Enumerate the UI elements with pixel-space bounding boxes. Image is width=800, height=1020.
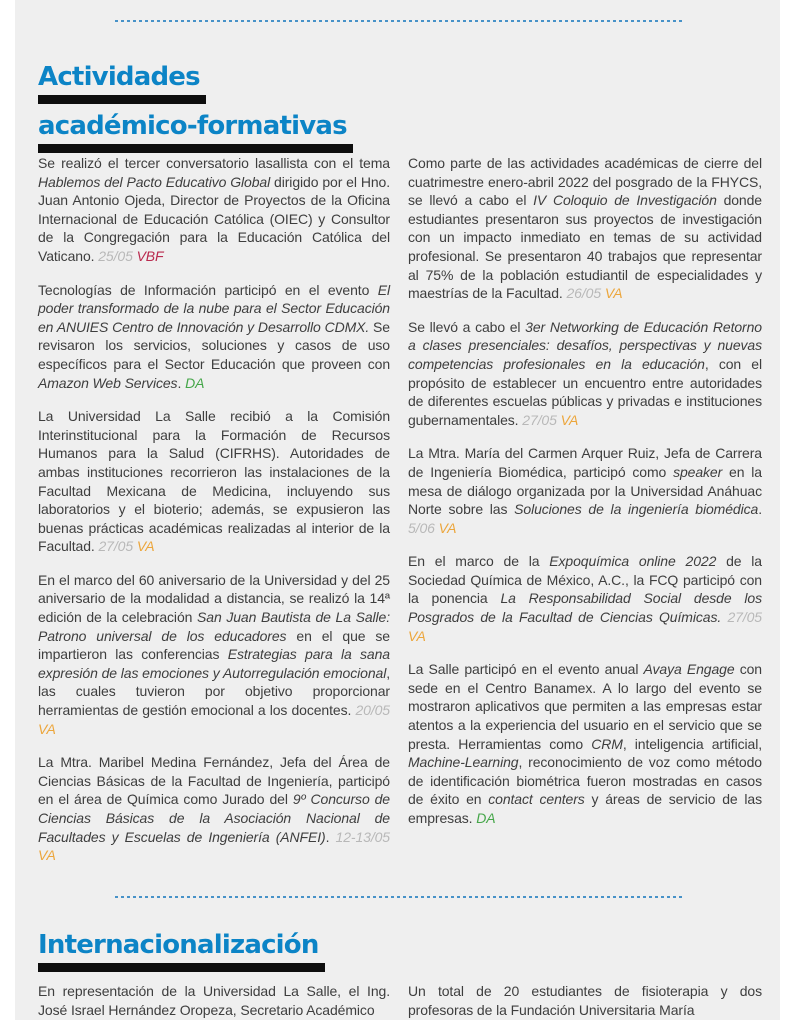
right-column bbox=[408, 154, 762, 880]
left-column bbox=[38, 154, 390, 880]
paragraph bbox=[38, 982, 390, 1019]
italic-text-segment: El poder transformado de la nube para el Sector Educación en ANUIES Centro de Innovación y Desarrollo CDMX. bbox=[38, 281, 390, 335]
italic-text-segment: Expoquímica online 2022 bbox=[549, 553, 717, 570]
title-underline-bar bbox=[38, 963, 325, 972]
text-segment: . bbox=[177, 374, 186, 391]
date-label: 25/05 bbox=[98, 247, 137, 264]
title-line-wrap bbox=[38, 930, 325, 972]
date-label: 27/05 bbox=[98, 538, 137, 555]
text-segment: La Mtra. Maribel Medina Fernández, Jefa del Área de Ciencias Básicas de la Facultad de Ingeniería, participó en el área de Química como Jurado del bbox=[38, 754, 390, 808]
author-initials-tag: VA bbox=[38, 847, 56, 864]
italic-text-segment: La Responsabilidad Social desde los Posgrados de la Facultad de Ciencias Químicas. bbox=[408, 590, 762, 626]
italic-text-segment: speaker bbox=[673, 463, 723, 480]
title-line-wrap bbox=[38, 111, 353, 153]
italic-text-segment: Machine-Learning bbox=[408, 754, 519, 771]
section-header-internacionalizacion bbox=[38, 930, 325, 979]
italic-text-segment: Hablemos del Pacto Educativo Global bbox=[38, 173, 271, 190]
text-segment: En representación de la Universidad La Salle, el Ing. José Israel Hernández Oropeza, Secretario Académico bbox=[38, 983, 390, 1018]
text-segment: La Universidad La Salle recibió a la Comisión Interinstitucional para la Formación de Recursos Humanos para la Salud (CIFRHS). Autoridades de ambas instituciones recorrieron las instalaciones de la Facultad Mexicana de Medicina, incluyendo sus laboratorios y el bioterio; además, se expusieron las buenas prácticas académicas realizadas al interior de la Facultad. bbox=[38, 408, 390, 555]
section-title: Actividades bbox=[38, 62, 200, 92]
date-label: 27/05 bbox=[727, 609, 762, 626]
paragraph bbox=[38, 753, 390, 865]
text-segment: En el marco de la bbox=[408, 553, 550, 570]
paragraph bbox=[38, 281, 390, 393]
paragraph bbox=[38, 407, 390, 556]
dotted-divider-top bbox=[115, 20, 685, 22]
italic-text-segment: 3er Networking de Educación Retorno a clases presenciales: desafíos, perspectivas y nuevas competencias profesionales en la educación bbox=[408, 318, 762, 372]
text-segment: con sede en el Centro Banamex. A lo largo del evento se mostraron aplicativos que permiten a las empresas estar atentos a la experiencia del usuario en el servicio que se presta. Herramientas como bbox=[408, 661, 762, 752]
text-segment: donde estudiantes presentaron sus proyectos de investigación con un impacto inmediato en temas de su actividad profesional. Se presentaron 40 trabajos que representar al 75% de la población estudiantil de especialidades y maestrías de la Facultad. bbox=[408, 192, 762, 302]
text-segment: La Salle participó en el evento anual bbox=[408, 661, 644, 678]
text-segment: Tecnologías de Información participó en el evento bbox=[38, 281, 378, 298]
title-underline-bar bbox=[38, 95, 206, 104]
text-segment: En el marco del 60 aniversario de la Universidad y del 25 aniversario de la modalidad a distancia, se realizó la 14ª edición de la celebración bbox=[38, 571, 390, 626]
paragraph bbox=[408, 552, 762, 645]
text-segment: , reconocimiento de voz como método de identificación biométrica fueron mostradas en casos de éxito en bbox=[408, 754, 762, 808]
italic-text-segment: contact centers bbox=[488, 791, 585, 808]
text-segment: de la Sociedad Química de México, A.C., la FCQ participó con la ponencia bbox=[408, 553, 762, 607]
text-segment: en la mesa de diálogo organizada por la Universidad Anáhuac Norte sobre las bbox=[408, 463, 762, 518]
paragraph bbox=[408, 318, 762, 430]
section-header-actividades bbox=[38, 62, 353, 160]
text-segment: Se revisaron los servicios, soluciones y casos de uso específicos para el Sector Educación que proveen con bbox=[38, 318, 390, 372]
date-label: 20/05 bbox=[355, 702, 390, 719]
text-segment: y áreas de servicio de las empresas. bbox=[408, 791, 762, 826]
paragraph bbox=[408, 660, 762, 827]
italic-text-segment: Estrategias para la sana expresión de las emociones y Autorregulación emocional bbox=[38, 646, 390, 681]
paragraph bbox=[408, 982, 762, 1019]
italic-text-segment: IV Coloquio de Investigación bbox=[533, 192, 717, 209]
title-line-wrap bbox=[38, 62, 353, 104]
date-label: 27/05 bbox=[522, 411, 561, 428]
bulletin-page bbox=[15, 0, 780, 1020]
section-title: académico-formativas bbox=[38, 111, 347, 141]
italic-text-segment: Amazon Web Services bbox=[38, 374, 178, 391]
right-column bbox=[408, 982, 762, 1020]
italic-text-segment: Soluciones de la ingeniería biomédica bbox=[514, 501, 759, 518]
italic-text-segment: 9º Concurso de Ciencias Básicas de la Asociación Nacional de Facultades y Escuelas de Ingeniería (ANFEI) bbox=[38, 791, 390, 845]
italic-text-segment: Avaya Engage bbox=[643, 661, 735, 678]
author-initials-tag: VA bbox=[408, 627, 426, 644]
text-segment: en el que se impartieron las conferencias bbox=[38, 627, 390, 663]
text-segment: Un total de 20 estudiantes de fisioterapia y dos profesoras de la Fundación Universitaria María bbox=[408, 983, 762, 1018]
paragraph bbox=[408, 444, 762, 537]
paragraph bbox=[38, 154, 390, 266]
italic-text-segment: CRM bbox=[591, 735, 623, 752]
author-initials-tag: VA bbox=[438, 519, 457, 536]
author-initials-tag: VA bbox=[136, 538, 155, 555]
author-initials-tag: DA bbox=[476, 810, 496, 826]
text-segment: Se llevó a cabo el bbox=[408, 318, 526, 335]
paragraph bbox=[38, 571, 390, 738]
date-label: 5/06 bbox=[408, 519, 439, 536]
text-segment: Como parte de las actividades académicas de cierre del cuatrimestre enero-abril 2022 del posgrado de la FHYCS, se llevó a cabo el bbox=[408, 155, 762, 209]
author-initials-tag: DA bbox=[185, 374, 205, 391]
section-title: Internacionalización bbox=[38, 930, 319, 960]
author-initials-tag: VBF bbox=[136, 247, 164, 264]
author-initials-tag: VA bbox=[604, 285, 623, 302]
paragraph bbox=[408, 154, 762, 303]
dotted-divider-middle bbox=[115, 896, 685, 898]
text-segment: . bbox=[325, 828, 336, 845]
section-columns-actividades bbox=[38, 154, 762, 880]
author-initials-tag: VA bbox=[560, 411, 579, 428]
title-underline-bar bbox=[38, 144, 353, 153]
text-segment: , inteligencia artificial, bbox=[622, 735, 762, 752]
text-segment: Se realizó el tercer conversatorio lasallista con el tema bbox=[38, 155, 390, 171]
text-segment: La Mtra. María del Carmen Arquer Ruiz, Jefa de Carrera de Ingeniería Biomédica, participó como bbox=[408, 445, 762, 480]
italic-text-segment: San Juan Bautista de La Salle: Patrono universal de los educadores bbox=[38, 609, 390, 644]
text-segment: . bbox=[758, 501, 762, 518]
left-column bbox=[38, 982, 390, 1020]
author-initials-tag: VA bbox=[38, 720, 56, 737]
text-segment: dirigido por el Hno. Juan Antonio Ojeda, Director de Proyectos de la Oficina Internacional de Educación Católica (OIEC) y Consultor de la Congregación para la Educación Católica del Vaticano. bbox=[38, 173, 390, 264]
date-label: 26/05 bbox=[566, 285, 605, 302]
text-segment: , las cuales tuvieron por objetivo proporcionar herramientas de gestión emocional a los docentes. bbox=[38, 664, 390, 719]
date-label: 12-13/05 bbox=[335, 828, 390, 845]
text-segment: , con el propósito de establecer un encuentro entre autoridades de diferentes escuelas públicas y privadas e instituciones gubernamentales. bbox=[408, 355, 762, 428]
section-columns-internacionalizacion bbox=[38, 982, 762, 1020]
